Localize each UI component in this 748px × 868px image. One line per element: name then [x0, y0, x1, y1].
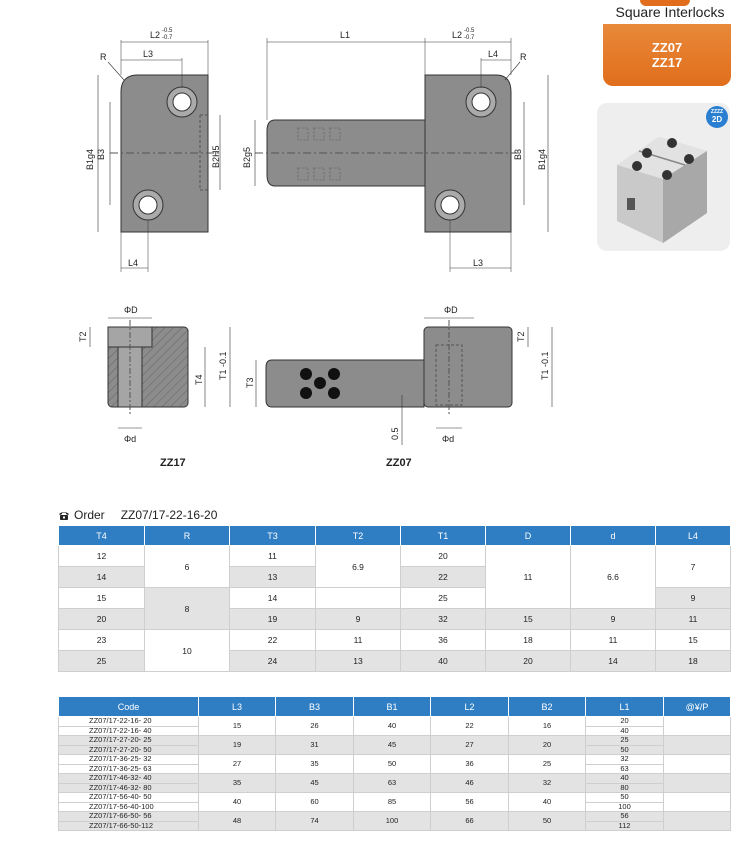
tr-label-l1: L1	[340, 30, 351, 40]
code-table-body	[59, 717, 731, 831]
tl-label-b2: B2H5	[211, 145, 221, 168]
bl-label-d-small: Φd	[124, 434, 137, 444]
t2-header-l2: L2	[431, 697, 509, 717]
t1-cell-d: 11	[486, 546, 571, 609]
tr-label-l2-tol-upper: -0.5	[464, 28, 475, 34]
t1-header-t2: T2	[316, 526, 401, 546]
t1-header-l4: L4	[656, 526, 731, 546]
2d-badge[interactable]	[706, 106, 728, 128]
dimension-cell-b1: 63	[354, 774, 431, 793]
t1-cell-t2: 9	[316, 609, 401, 630]
dimension-cell-l2: 22	[431, 717, 509, 736]
t1-header-r: R	[145, 526, 230, 546]
code-cell[interactable]: ZZ07/17-66-50-112	[59, 821, 199, 831]
product-code-tab	[603, 24, 731, 86]
dimension-cell-b1: 40	[354, 717, 431, 736]
dimension-cell-l2: 46	[431, 774, 509, 793]
tr-label-l3: L3	[473, 258, 484, 268]
t1-cell-l4: 9	[656, 588, 731, 609]
br-label-gap: 0.5	[390, 427, 400, 440]
2d-badge-top: ZZZZ	[710, 109, 724, 115]
price-cell	[664, 774, 731, 793]
bl-label-t1: T1 -0.1	[218, 351, 228, 380]
dimension-cell-l2: 36	[431, 755, 509, 774]
t1-header-t1: T1	[401, 526, 486, 546]
bl-label-d: ΦD	[124, 305, 138, 315]
dimension-cell-b3: 31	[276, 736, 354, 755]
t1-cell-l4: 7	[656, 546, 731, 588]
dimension-cell-l2: 56	[431, 793, 509, 812]
t2-header-code: Code	[59, 697, 199, 717]
dimension-cell-b2: 16	[509, 717, 586, 736]
t1-cell-d-small: 9	[571, 609, 656, 630]
t1-cell-t2: 11	[316, 630, 401, 651]
code-cell[interactable]: ZZ07/17-27-20- 25	[59, 736, 199, 746]
t1-cell-d: 15	[486, 609, 571, 630]
bl-label-t4: T4	[194, 374, 204, 385]
t1-cell-t4: 14	[59, 567, 145, 588]
price-cell	[664, 736, 731, 755]
dimension-cell-l1: 63	[586, 764, 664, 774]
t1-header-t4: T4	[59, 526, 145, 546]
code-cell[interactable]: ZZ07/17-66-50- 56	[59, 812, 199, 822]
dimension-cell-l1: 50	[586, 745, 664, 755]
t1-cell-t1: 25	[401, 588, 486, 609]
dimension-cell-l1: 25	[586, 736, 664, 746]
t1-cell-r: 10	[145, 630, 230, 672]
table-row	[59, 717, 731, 727]
dimension-cell-b1: 50	[354, 755, 431, 774]
dimension-cell-b2: 32	[509, 774, 586, 793]
dimension-cell-l3: 48	[199, 812, 276, 831]
table-row	[59, 630, 731, 651]
t2-header-b2: B2	[509, 697, 586, 717]
t1-cell-r: 6	[145, 546, 230, 588]
br-label-t3: T3	[245, 377, 255, 388]
bottom-left-view	[78, 305, 230, 469]
t1-cell-t1: 32	[401, 609, 486, 630]
dimension-cell-b2: 50	[509, 812, 586, 831]
tr-label-l4: L4	[488, 49, 499, 59]
t2-header-price: @¥/P	[664, 697, 731, 717]
table-row	[59, 774, 731, 784]
t1-cell-d: 18	[486, 630, 571, 651]
code-cell[interactable]: ZZ07/17-56-40-100	[59, 802, 199, 812]
dimension-cell-l2: 27	[431, 736, 509, 755]
bl-label-t2: T2	[78, 331, 88, 342]
product-code-zz07: ZZ07	[651, 40, 683, 55]
t1-cell-t3: 24	[230, 651, 316, 672]
dimension-cell-l3: 40	[199, 793, 276, 812]
t1-header-d: D	[486, 526, 571, 546]
t2-header-l1: L1	[586, 697, 664, 717]
t1-cell-t3: 13	[230, 567, 316, 588]
order-line	[58, 508, 217, 522]
order-label: Order	[74, 508, 105, 522]
br-label-d-small: Φd	[442, 434, 455, 444]
dimension-cell-b2: 25	[509, 755, 586, 774]
price-cell	[664, 793, 731, 812]
code-cell[interactable]: ZZ07/17-46-32- 40	[59, 774, 199, 784]
br-label-d: ΦD	[444, 305, 458, 315]
t1-cell-d-small: 6.6	[571, 546, 656, 609]
t1-cell-t3: 19	[230, 609, 316, 630]
bl-caption: ZZ17	[160, 457, 186, 469]
dimension-table	[58, 525, 731, 672]
tl-label-l2-tol-upper: -0.5	[162, 28, 173, 34]
product-code-zz17: ZZ17	[651, 55, 683, 70]
t1-cell-t2: 6.9	[316, 546, 401, 588]
dimension-cell-l2: 66	[431, 812, 509, 831]
t1-cell-r: 8	[145, 588, 230, 630]
t1-cell-t3: 14	[230, 588, 316, 609]
tl-label-l2-tol-lower: -0.7	[162, 35, 173, 41]
br-label-t1: T1 -0.1	[540, 351, 550, 380]
bottom-right-view	[245, 305, 552, 469]
dimension-cell-b3: 74	[276, 812, 354, 831]
t1-cell-t1: 36	[401, 630, 486, 651]
dimension-cell-b2: 20	[509, 736, 586, 755]
top-left-view	[85, 28, 221, 272]
2d-badge-label: 2D	[711, 115, 723, 124]
code-cell[interactable]: ZZ07/17-56-40- 50	[59, 793, 199, 803]
code-cell[interactable]: ZZ07/17-36-25- 63	[59, 764, 199, 774]
dimension-cell-b3: 35	[276, 755, 354, 774]
code-cell[interactable]: ZZ07/17-22-16- 40	[59, 726, 199, 736]
dimension-cell-l3: 27	[199, 755, 276, 774]
dimension-cell-b3: 60	[276, 793, 354, 812]
dimension-cell-l1: 100	[586, 802, 664, 812]
code-cell[interactable]: ZZ07/17-36-25- 32	[59, 755, 199, 765]
telephone-icon	[58, 510, 70, 521]
dimension-cell-l1: 80	[586, 783, 664, 793]
table-row	[59, 755, 731, 765]
table-row	[59, 812, 731, 822]
t1-cell-d-small: 14	[571, 651, 656, 672]
t1-cell-t3: 22	[230, 630, 316, 651]
dimension-cell-l1: 20	[586, 717, 664, 727]
t1-cell-t4: 25	[59, 651, 145, 672]
t1-cell-t3: 11	[230, 546, 316, 567]
page-title: Square Interlocks	[615, 4, 725, 20]
dimension-cell-b3: 45	[276, 774, 354, 793]
tl-label-l4: L4	[128, 258, 139, 268]
table-row	[59, 736, 731, 746]
dimension-cell-l1: 32	[586, 755, 664, 765]
t1-header-d-small: d	[571, 526, 656, 546]
t1-header-t3: T3	[230, 526, 316, 546]
t1-cell-t4: 20	[59, 609, 145, 630]
price-cell	[664, 755, 731, 774]
t1-cell-empty	[316, 588, 401, 609]
table-row	[59, 546, 731, 567]
code-cell[interactable]: ZZ07/17-46-32- 80	[59, 783, 199, 793]
t1-cell-t4: 12	[59, 546, 145, 567]
tr-label-l2-tol-lower: -0.7	[464, 35, 475, 41]
dimension-cell-l1: 40	[586, 726, 664, 736]
t1-cell-t1: 40	[401, 651, 486, 672]
tl-label-b3: B3	[96, 148, 106, 160]
code-table	[58, 696, 731, 831]
dimension-cell-l3: 15	[199, 717, 276, 736]
t1-cell-t2: 13	[316, 651, 401, 672]
t1-cell-t1: 22	[401, 567, 486, 588]
order-example-code: ZZ07/17-22-16-20	[120, 508, 218, 522]
t1-cell-t1: 20	[401, 546, 486, 567]
t1-cell-d: 20	[486, 651, 571, 672]
table-row	[59, 793, 731, 803]
technical-drawing	[0, 0, 590, 480]
dimension-cell-l1: 50	[586, 793, 664, 803]
tr-label-b2: B2g5	[242, 146, 252, 168]
dimension-cell-b3: 26	[276, 717, 354, 736]
dimension-cell-b1: 100	[354, 812, 431, 831]
t2-header-l3: L3	[199, 697, 276, 717]
code-cell[interactable]: ZZ07/17-22-16- 20	[59, 717, 199, 727]
tr-label-r: R	[520, 52, 527, 62]
price-cell	[664, 812, 731, 831]
br-label-t2: T2	[516, 331, 526, 342]
tl-label-r: R	[100, 52, 107, 62]
price-cell	[664, 717, 731, 736]
code-cell[interactable]: ZZ07/17-27-20- 50	[59, 745, 199, 755]
t1-cell-d-small: 11	[571, 630, 656, 651]
tr-label-b1: B1g4	[537, 148, 547, 170]
dimension-cell-l3: 35	[199, 774, 276, 793]
top-right-view	[242, 28, 548, 272]
dimension-cell-l1: 112	[586, 821, 664, 831]
t1-cell-t4: 23	[59, 630, 145, 651]
t1-cell-l4: 15	[656, 630, 731, 651]
t1-cell-l4: 11	[656, 609, 731, 630]
table1-header-row	[59, 526, 731, 546]
tr-label-l2: L2	[452, 30, 463, 40]
dimension-cell-l3: 19	[199, 736, 276, 755]
dimension-cell-l1: 56	[586, 812, 664, 822]
t1-cell-l4: 18	[656, 651, 731, 672]
tl-label-l3: L3	[143, 49, 154, 59]
dimension-cell-b1: 45	[354, 736, 431, 755]
tl-label-b1: B1g4	[85, 148, 95, 170]
dimension-cell-b1: 85	[354, 793, 431, 812]
tr-label-b3: B3	[513, 148, 523, 160]
t1-cell-t4: 15	[59, 588, 145, 609]
table2-header-row	[59, 697, 731, 717]
tl-label-l2: L2	[150, 30, 161, 40]
br-caption: ZZ07	[386, 457, 412, 469]
t2-header-b1: B1	[354, 697, 431, 717]
t2-header-b3: B3	[276, 697, 354, 717]
dimension-cell-l1: 40	[586, 774, 664, 784]
dimension-cell-b2: 40	[509, 793, 586, 812]
